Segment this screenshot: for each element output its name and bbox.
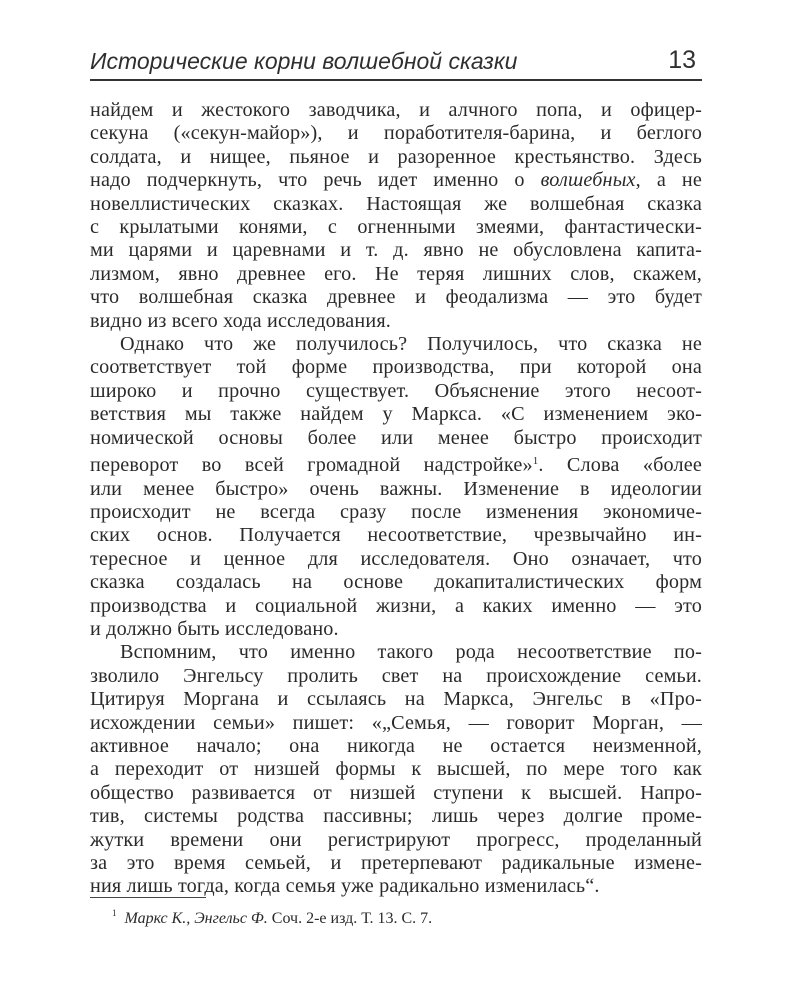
text-line: с крылатыми конями, с огненными змеями, фантастически- (90, 216, 702, 239)
text-line: за это время семьей, и претерпевают радикальные измене- (90, 852, 702, 874)
text-line: активное начало; она никогда не остается неизменной, (90, 734, 702, 757)
text-segment: переворот во всей громадной надстройке» (90, 454, 533, 477)
text-segment: надо подчеркнуть, что речь идет именно о (90, 169, 541, 192)
running-title: Исторические корни волшебной сказки (90, 48, 518, 74)
text-line: лизмом, явно древнее его. Не теряя лишних слов, скажем, (90, 262, 702, 285)
text-line: исхождении семьи» пишет: «„Семья, — говорит Морган, — (90, 711, 702, 734)
running-header (90, 46, 702, 80)
text-line: найдем и жестокого заводчика, и алчного попа, и офицер- (90, 99, 702, 121)
text-line: ветствия мы также найдем у Маркса. «С изменением эко- (90, 403, 702, 426)
text-line: Цитируя Моргана и ссылаясь на Маркса, Энгельс в «Про- (90, 688, 702, 711)
text-line: видно из всего хода исследования. (90, 309, 391, 332)
text-line: солдата, и нищее, пьяное и разоренное крестьянство. Здесь (90, 145, 702, 168)
text-line: жутки времени они регистрируют прогресс, проделанный (90, 828, 702, 851)
footnote (112, 903, 432, 929)
text-segment: . Слова «более (538, 454, 702, 477)
page-number: 13 (668, 46, 696, 74)
text-line: ми царями и царевнами и т. д. явно не обусловлена капита- (90, 239, 702, 262)
text-line: Однако что же получилось? Получилось, что сказка не (120, 333, 702, 356)
text-line: что волшебная сказка древнее и феодализма — это будет (90, 286, 702, 309)
footnote-source: Соч. 2-е изд. Т. 13. С. 7. (267, 910, 433, 927)
footnote-authors: Маркс К., Энгельс Ф. (124, 910, 268, 927)
text-line: номической основы более или менее быстро происходит (90, 426, 702, 449)
text-line (90, 169, 702, 192)
text-line: тересное и ценное для исследователя. Оно означает, что (90, 547, 702, 570)
text-line: происходит не всегда сразу после изменения экономиче- (90, 500, 702, 523)
text-line: Вспомним, что именно такого рода несоответствие по- (120, 641, 702, 664)
emphasis-word: волшебных (540, 169, 636, 192)
text-segment: , а не (635, 169, 702, 192)
text-line: секуна («секун-майор»), и поработителя-барина, и беглого (90, 122, 702, 145)
text-line: тив, системы родства пассивны; лишь через долгие проме- (90, 805, 702, 828)
header-rule (90, 79, 702, 81)
text-line: производства и социальной жизни, а каких именно — это (90, 594, 702, 617)
text-line: сказка создалась на основе докапиталистических форм (90, 571, 702, 594)
main-text (90, 99, 702, 899)
text-line: ских основ. Получается несоответствие, чрезвычайно ин- (90, 524, 702, 547)
footnote-reference[interactable]: 1 (532, 455, 539, 468)
text-line: соответствует той форме производства, при которой она (90, 356, 702, 379)
text-line: и должно быть исследовано. (90, 617, 339, 640)
footnote-marker: 1 (112, 908, 117, 918)
text-line: а переходит от низшей формы к высшей, по мере того как (90, 758, 702, 781)
text-line: широко и прочно существует. Объяснение этого несоот- (90, 379, 702, 402)
text-line (90, 450, 702, 477)
footnote-rule (90, 897, 206, 898)
text-line: или менее быстро» очень важны. Изменение в идеологии (90, 477, 702, 500)
text-line: общество развивается от низшей ступени к высшей. Напро- (90, 781, 702, 804)
text-line: зволило Энгельсу пролить свет на происхождение семьи. (90, 664, 702, 687)
text-line: ния лишь тогда, когда семья уже радикально изменилась“. (90, 875, 600, 898)
text-line: новеллистических сказках. Настоящая же волшебная сказка (90, 192, 702, 215)
